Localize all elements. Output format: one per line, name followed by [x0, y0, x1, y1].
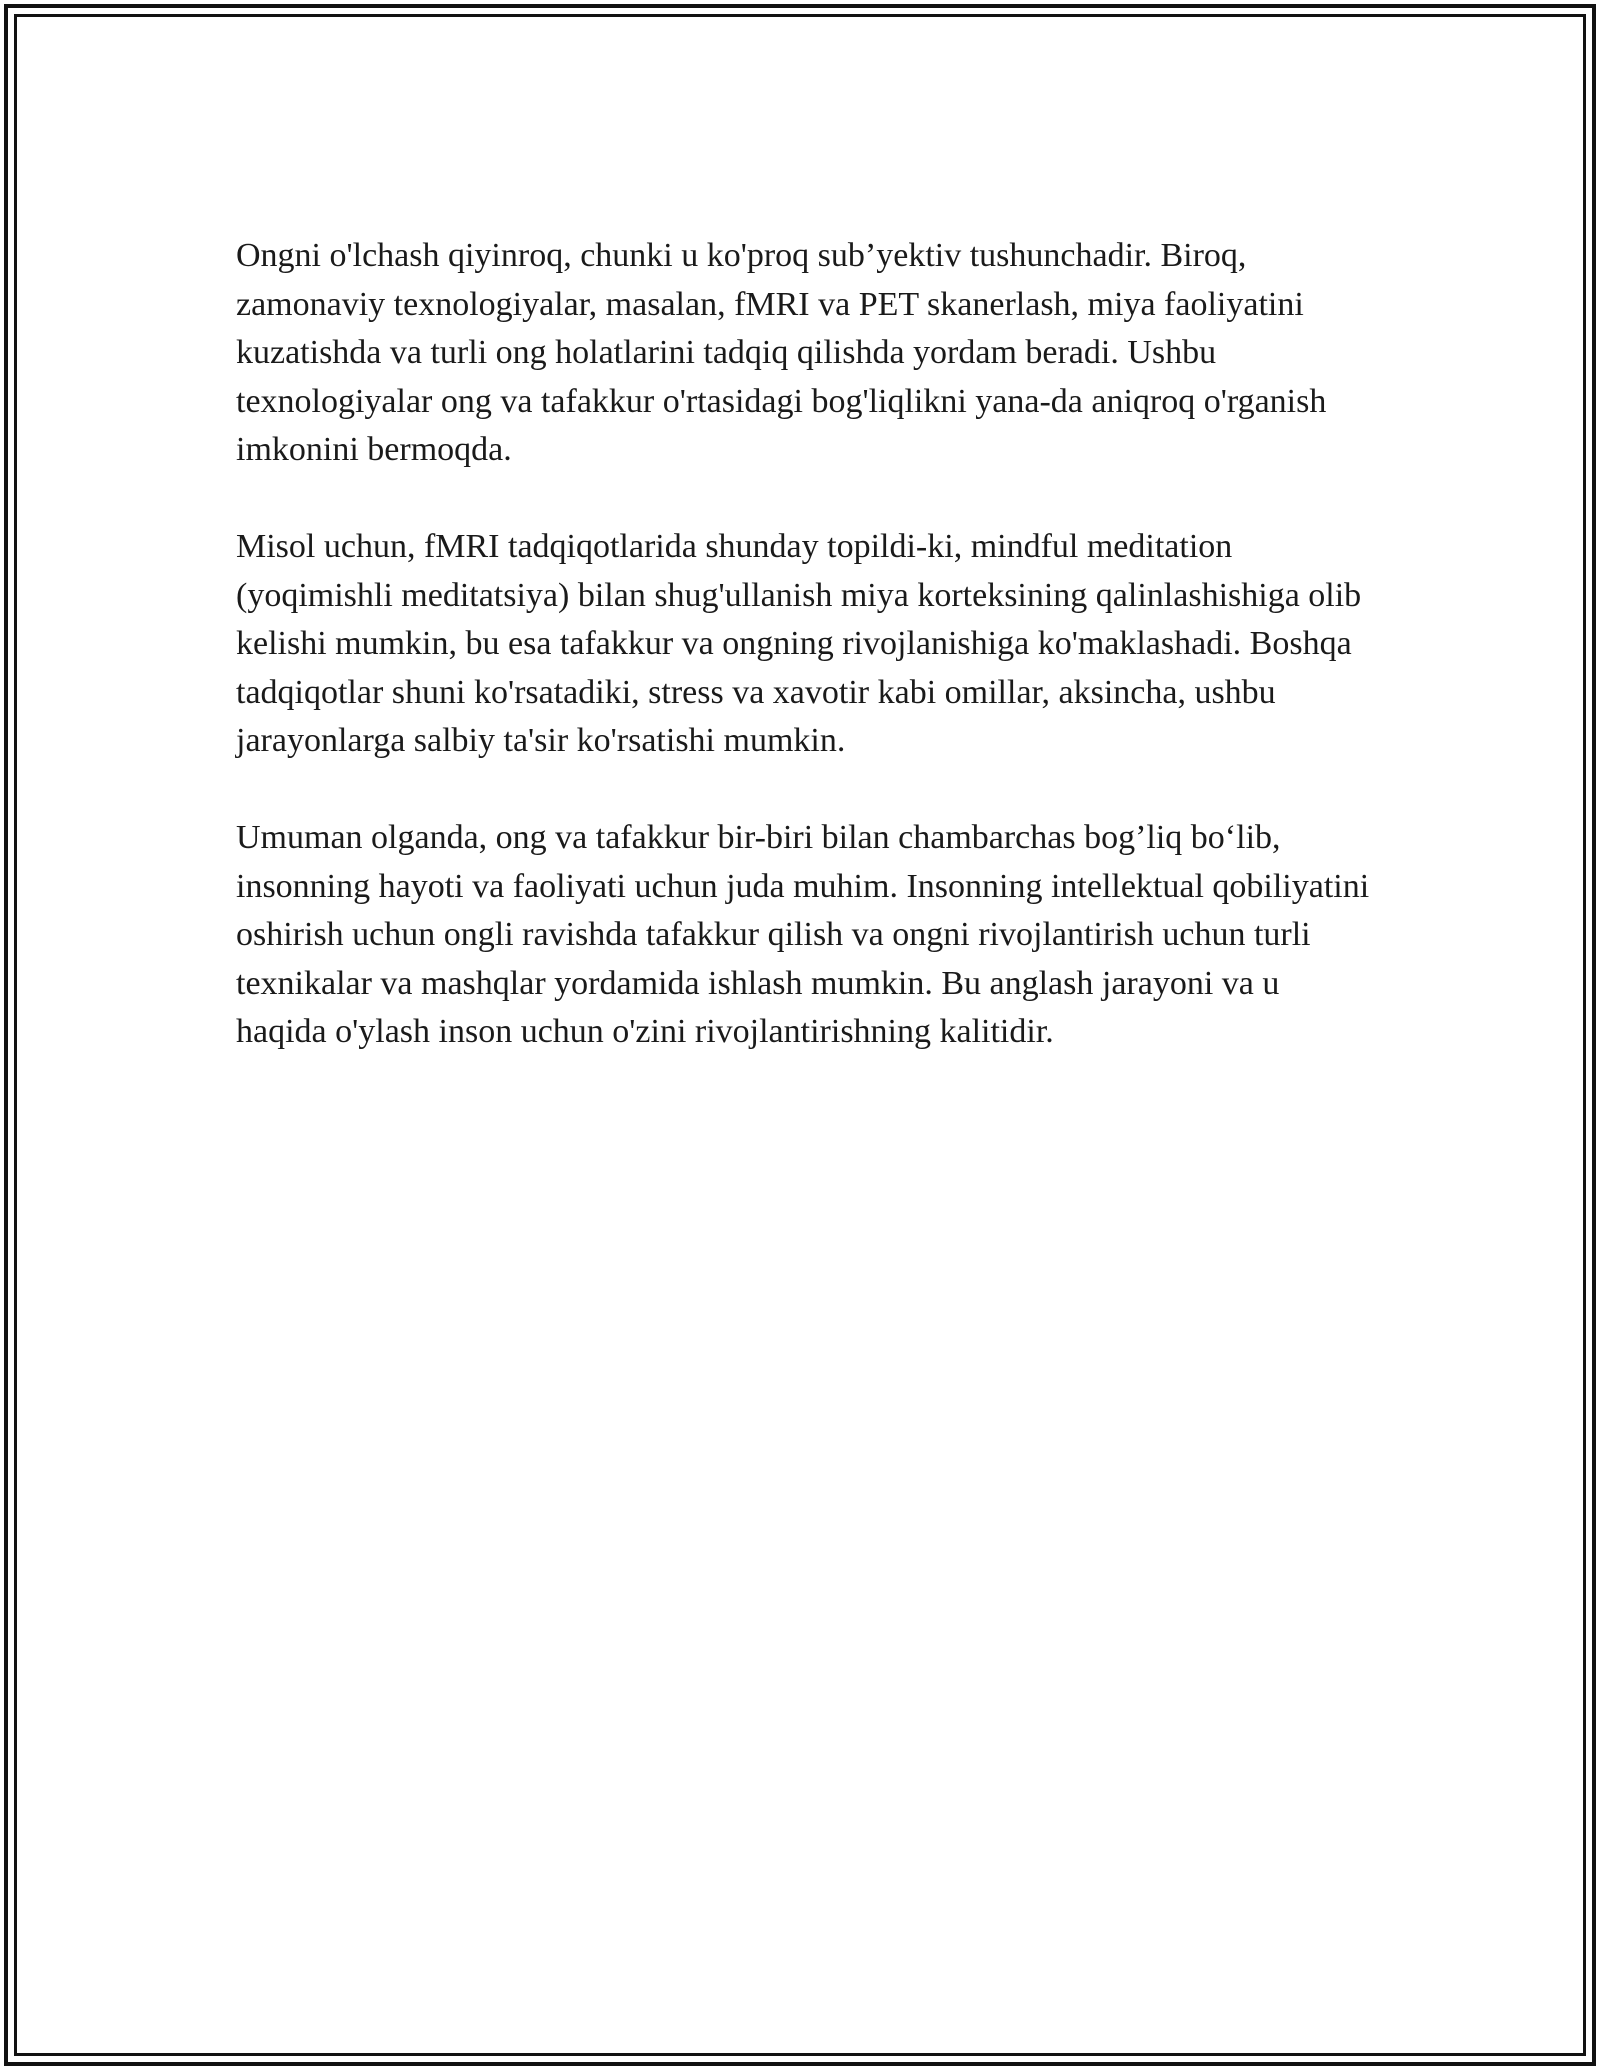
document-body — [236, 232, 1376, 1105]
paragraph-1: Ongni o'lchash qiyinroq, chunki u ko'proq sub’yektiv tushunchadir. Biroq, zamonaviy texnologiyalar, masalan, fMRI va PET skanerlash, miya faoliyatini kuzatishda va turli ong holatlarini tadqiq qilishda yordam beradi. Ushbu texnologiyalar ong va tafakkur o'rtasidagi bog'liqlikni yana-da aniqroq o'rganish imkonini bermoqda. — [236, 237, 1327, 468]
paragraph-2: Misol uchun, fMRI tadqiqotlarida shunday topildi-ki, mindful meditation (yoqimishli meditatsiya) bilan shug'ullanish miya korteksining qalinlashishiga olib kelishi mumkin, bu esa tafakkur va ongning rivojlanishiga ko'maklashadi. Boshqa tadqiqotlar shuni ko'rsatadiki, stress va xavotir kabi omillar, aksincha, ushbu jarayonlarga salbiy ta'sir ko'rsatishi mumkin. — [236, 528, 1362, 759]
paragraph-3: Umuman olganda, ong va tafakkur bir-biri bilan chambarchas bog’liq bo‘lib, insonning hayoti va faoliyati uchun juda muhim. Insonning intellektual qobiliyatini oshirish uchun ongli ravishda tafakkur qilish va ongni rivojlantirish uchun turli texnikalar va mashqlar yordamida ishlash mumkin. Bu anglash jarayoni va u haqida o'ylash inson uchun o'zini rivojlantirishning kalitidir. — [236, 819, 1370, 1050]
